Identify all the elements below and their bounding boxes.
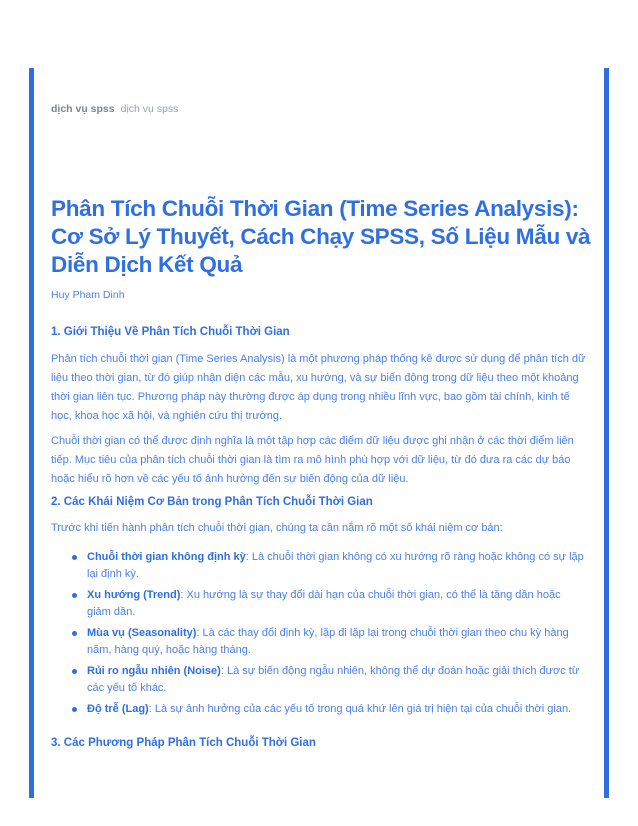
section-2-intro: Trước khi tiến hành phân tích chuỗi thời gian, chúng ta cần nắm rõ một số khái niệm cơ bản: <box>51 522 503 534</box>
section-1-paragraph-1: Phân tích chuỗi thời gian (Time Series Analysis) là một phương pháp thống kê được sử dụng để phân tích dữ liệu theo thời gian, từ đó giúp nhận diện các mẫu, xu hướng, và sự biến động trong dữ liệu theo một khoảng thời gian liên tục. Phương pháp này thường được áp dụng trong nhiều lĩnh vực, bao gồm tài chính, kinh tế học, khoa học xã hội, và nghiên cứu thị trường. <box>51 353 586 422</box>
list-item-term: Xu hướng (Trend) <box>87 589 181 601</box>
section-1-paragraph-2: Chuỗi thời gian có thể được định nghĩa là một tập hợp các điểm dữ liệu được ghi nhận ở các thời điểm liên tiếp. Mục tiêu của phân tích chuỗi thời gian là tìm ra mô hình phù hợp với dữ liệu, từ đó đưa ra các dự báo hoặc hiểu rõ hơn về các yếu tố ảnh hưởng đến sự biến động của dữ liệu. <box>51 435 574 485</box>
concept-list <box>69 549 587 722</box>
section-1-heading: 1. Giới Thiệu Về Phân Tích Chuỗi Thời Gian <box>51 326 290 338</box>
list-item-desc: : Là chuỗi thời gian không có xu hướng rõ ràng hoặc không có sự lặp lại định kỳ. <box>87 551 584 580</box>
left-accent-bar <box>29 68 34 798</box>
breadcrumb-item-2[interactable]: dịch vụ spss <box>120 103 179 115</box>
breadcrumb-item-1[interactable]: dịch vụ spss <box>51 103 115 115</box>
list-item-desc: : Xu hướng là sự thay đổi dài hạn của chuỗi thời gian, có thể là tăng dần hoặc giảm dần. <box>87 589 561 618</box>
list-item-term: Chuỗi thời gian không định kỳ <box>87 551 246 563</box>
list-item <box>69 701 587 718</box>
list-item-term: Mùa vụ (Seasonality) <box>87 627 197 639</box>
right-accent-bar <box>604 68 609 798</box>
section-3-heading: 3. Các Phương Pháp Phân Tích Chuỗi Thời Gian <box>51 737 316 749</box>
author-name[interactable]: Huy Pham Dinh <box>51 289 125 301</box>
list-item-term: Độ trễ (Lag) <box>87 703 149 715</box>
list-item-desc: : Là sự biến động ngẫu nhiên, không thể dự đoán hoặc giải thích được từ các yếu tố khác. <box>87 665 580 694</box>
list-item <box>69 549 587 583</box>
article-title: Phân Tích Chuỗi Thời Gian (Time Series Analysis): Cơ Sở Lý Thuyết, Cách Chạy SPSS, Số Liệu Mẫu và Diễn Dịch Kết Quả <box>51 196 591 277</box>
breadcrumb <box>51 103 178 115</box>
list-item <box>69 587 587 621</box>
list-item-desc: : Là sự ảnh hưởng của các yếu tố trong quá khứ lên giá trị hiện tại của chuỗi thời gian. <box>148 703 572 715</box>
list-item <box>69 663 587 697</box>
list-item-desc: : Là các thay đổi định kỳ, lặp đi lặp lại trong chuỗi thời gian theo chu kỳ hàng năm, hàng quý, hoặc hàng tháng. <box>87 627 569 656</box>
section-2-heading: 2. Các Khái Niệm Cơ Bản trong Phân Tích Chuỗi Thời Gian <box>51 496 373 508</box>
list-item-term: Rủi ro ngẫu nhiên (Noise) <box>87 665 221 677</box>
list-item <box>69 625 587 659</box>
